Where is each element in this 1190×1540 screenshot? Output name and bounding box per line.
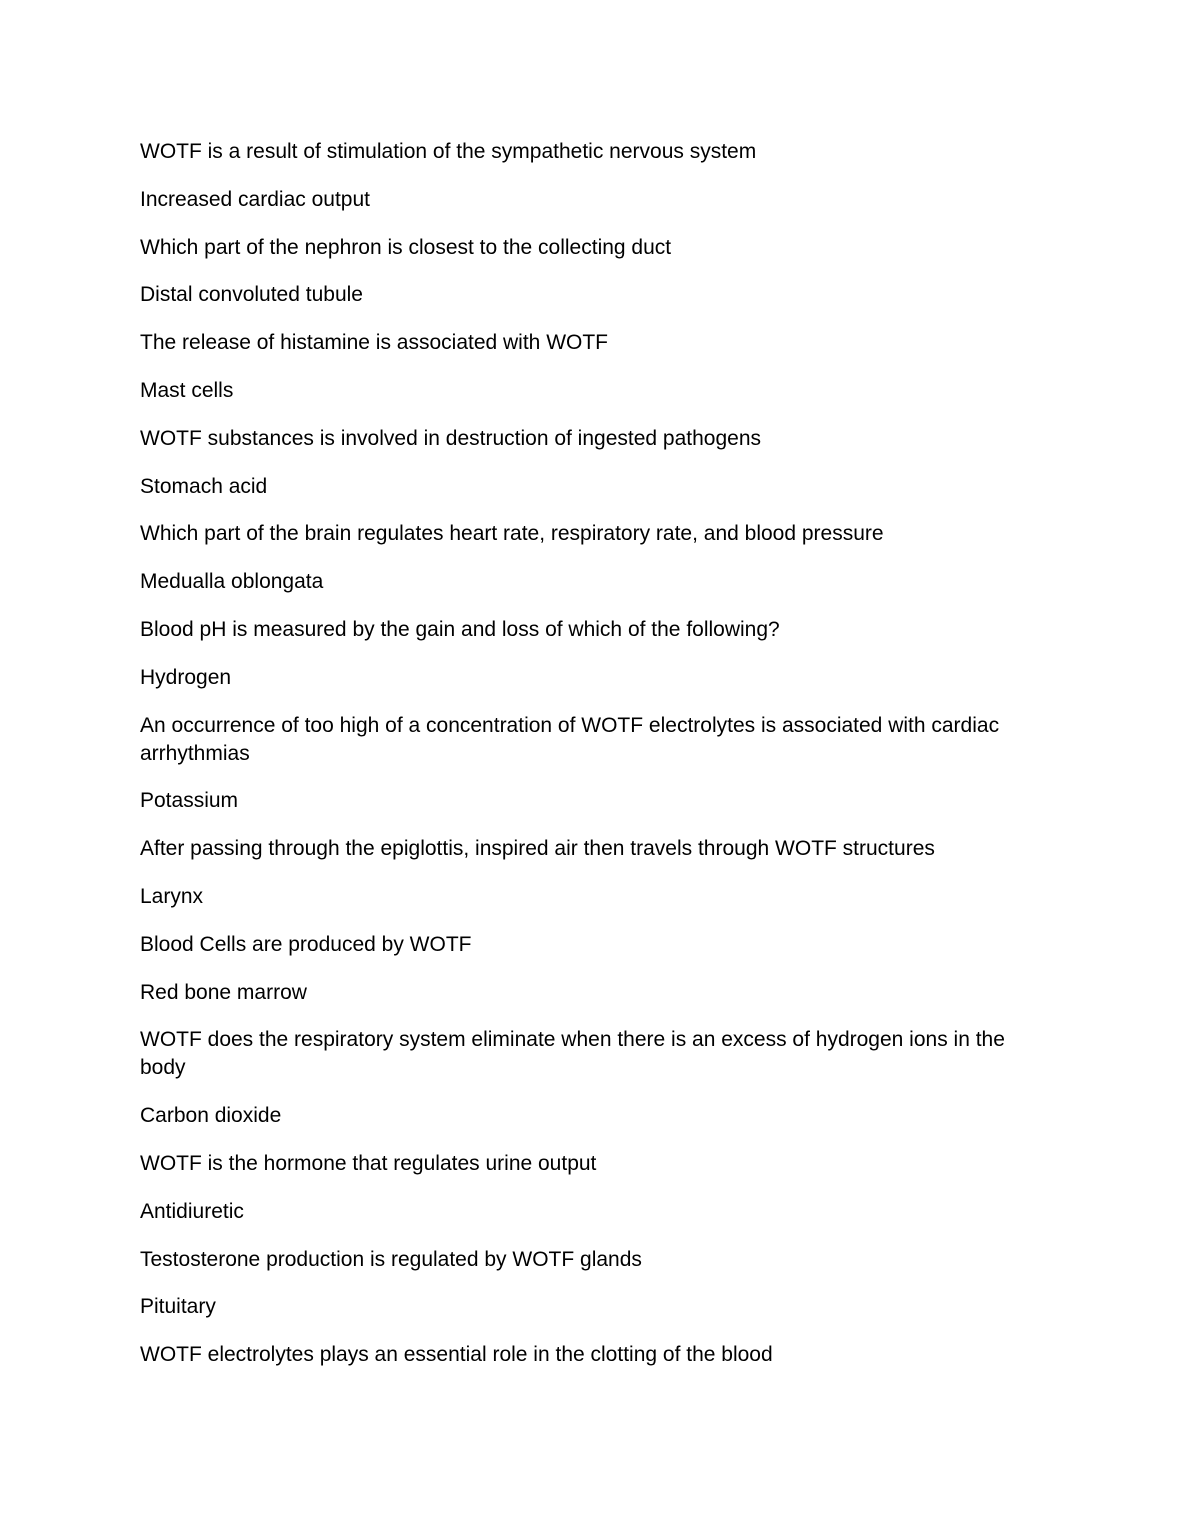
question-line: WOTF electrolytes plays an essential role in the clotting of the blood — [140, 1343, 773, 1367]
question-line: WOTF is a result of stimulation of the sympathetic nervous system — [140, 140, 757, 163]
answer-line: Red bone marrow — [140, 980, 307, 1004]
answer-line: Distal convoluted tubule — [140, 283, 363, 307]
answer-line: Medualla oblongata — [140, 570, 324, 594]
question-line: Testosterone production is regulated by WOTF glands — [140, 1247, 642, 1271]
question-line: An occurrence of too high of a concentration of WOTF electrolytes is associated with cardiac arrhythmias — [140, 713, 1000, 765]
answer-line: Larynx — [140, 884, 204, 908]
answer-line: Stomach acid — [140, 474, 268, 498]
question-line: After passing through the epiglottis, inspired air then travels through WOTF structures — [140, 837, 935, 861]
answer-line: Pituitary — [140, 1295, 216, 1319]
answer-line: Carbon dioxide — [140, 1104, 282, 1128]
answer-line: Antidiuretic — [140, 1199, 244, 1223]
document-body — [140, 138, 1040, 1389]
question-line: WOTF substances is involved in destruction of ingested pathogens — [140, 426, 761, 450]
question-line: The release of histamine is associated with WOTF — [140, 331, 609, 355]
question-line: Which part of the brain regulates heart rate, respiratory rate, and blood pressure — [140, 522, 884, 546]
question-line: Which part of the nephron is closest to the collecting duct — [140, 235, 672, 259]
question-line: Blood Cells are produced by WOTF — [140, 932, 472, 956]
answer-line: Hydrogen — [140, 665, 232, 689]
answer-line: Increased cardiac output — [140, 187, 370, 211]
question-line: Blood pH is measured by the gain and loss of which of the following? — [140, 617, 780, 641]
answer-line: Potassium — [140, 789, 239, 813]
question-line: WOTF does the respiratory system eliminate when there is an excess of hydrogen ions in the body — [140, 1028, 1005, 1080]
answer-line: Mast cells — [140, 378, 234, 402]
question-line: WOTF is the hormone that regulates urine output — [140, 1151, 597, 1175]
